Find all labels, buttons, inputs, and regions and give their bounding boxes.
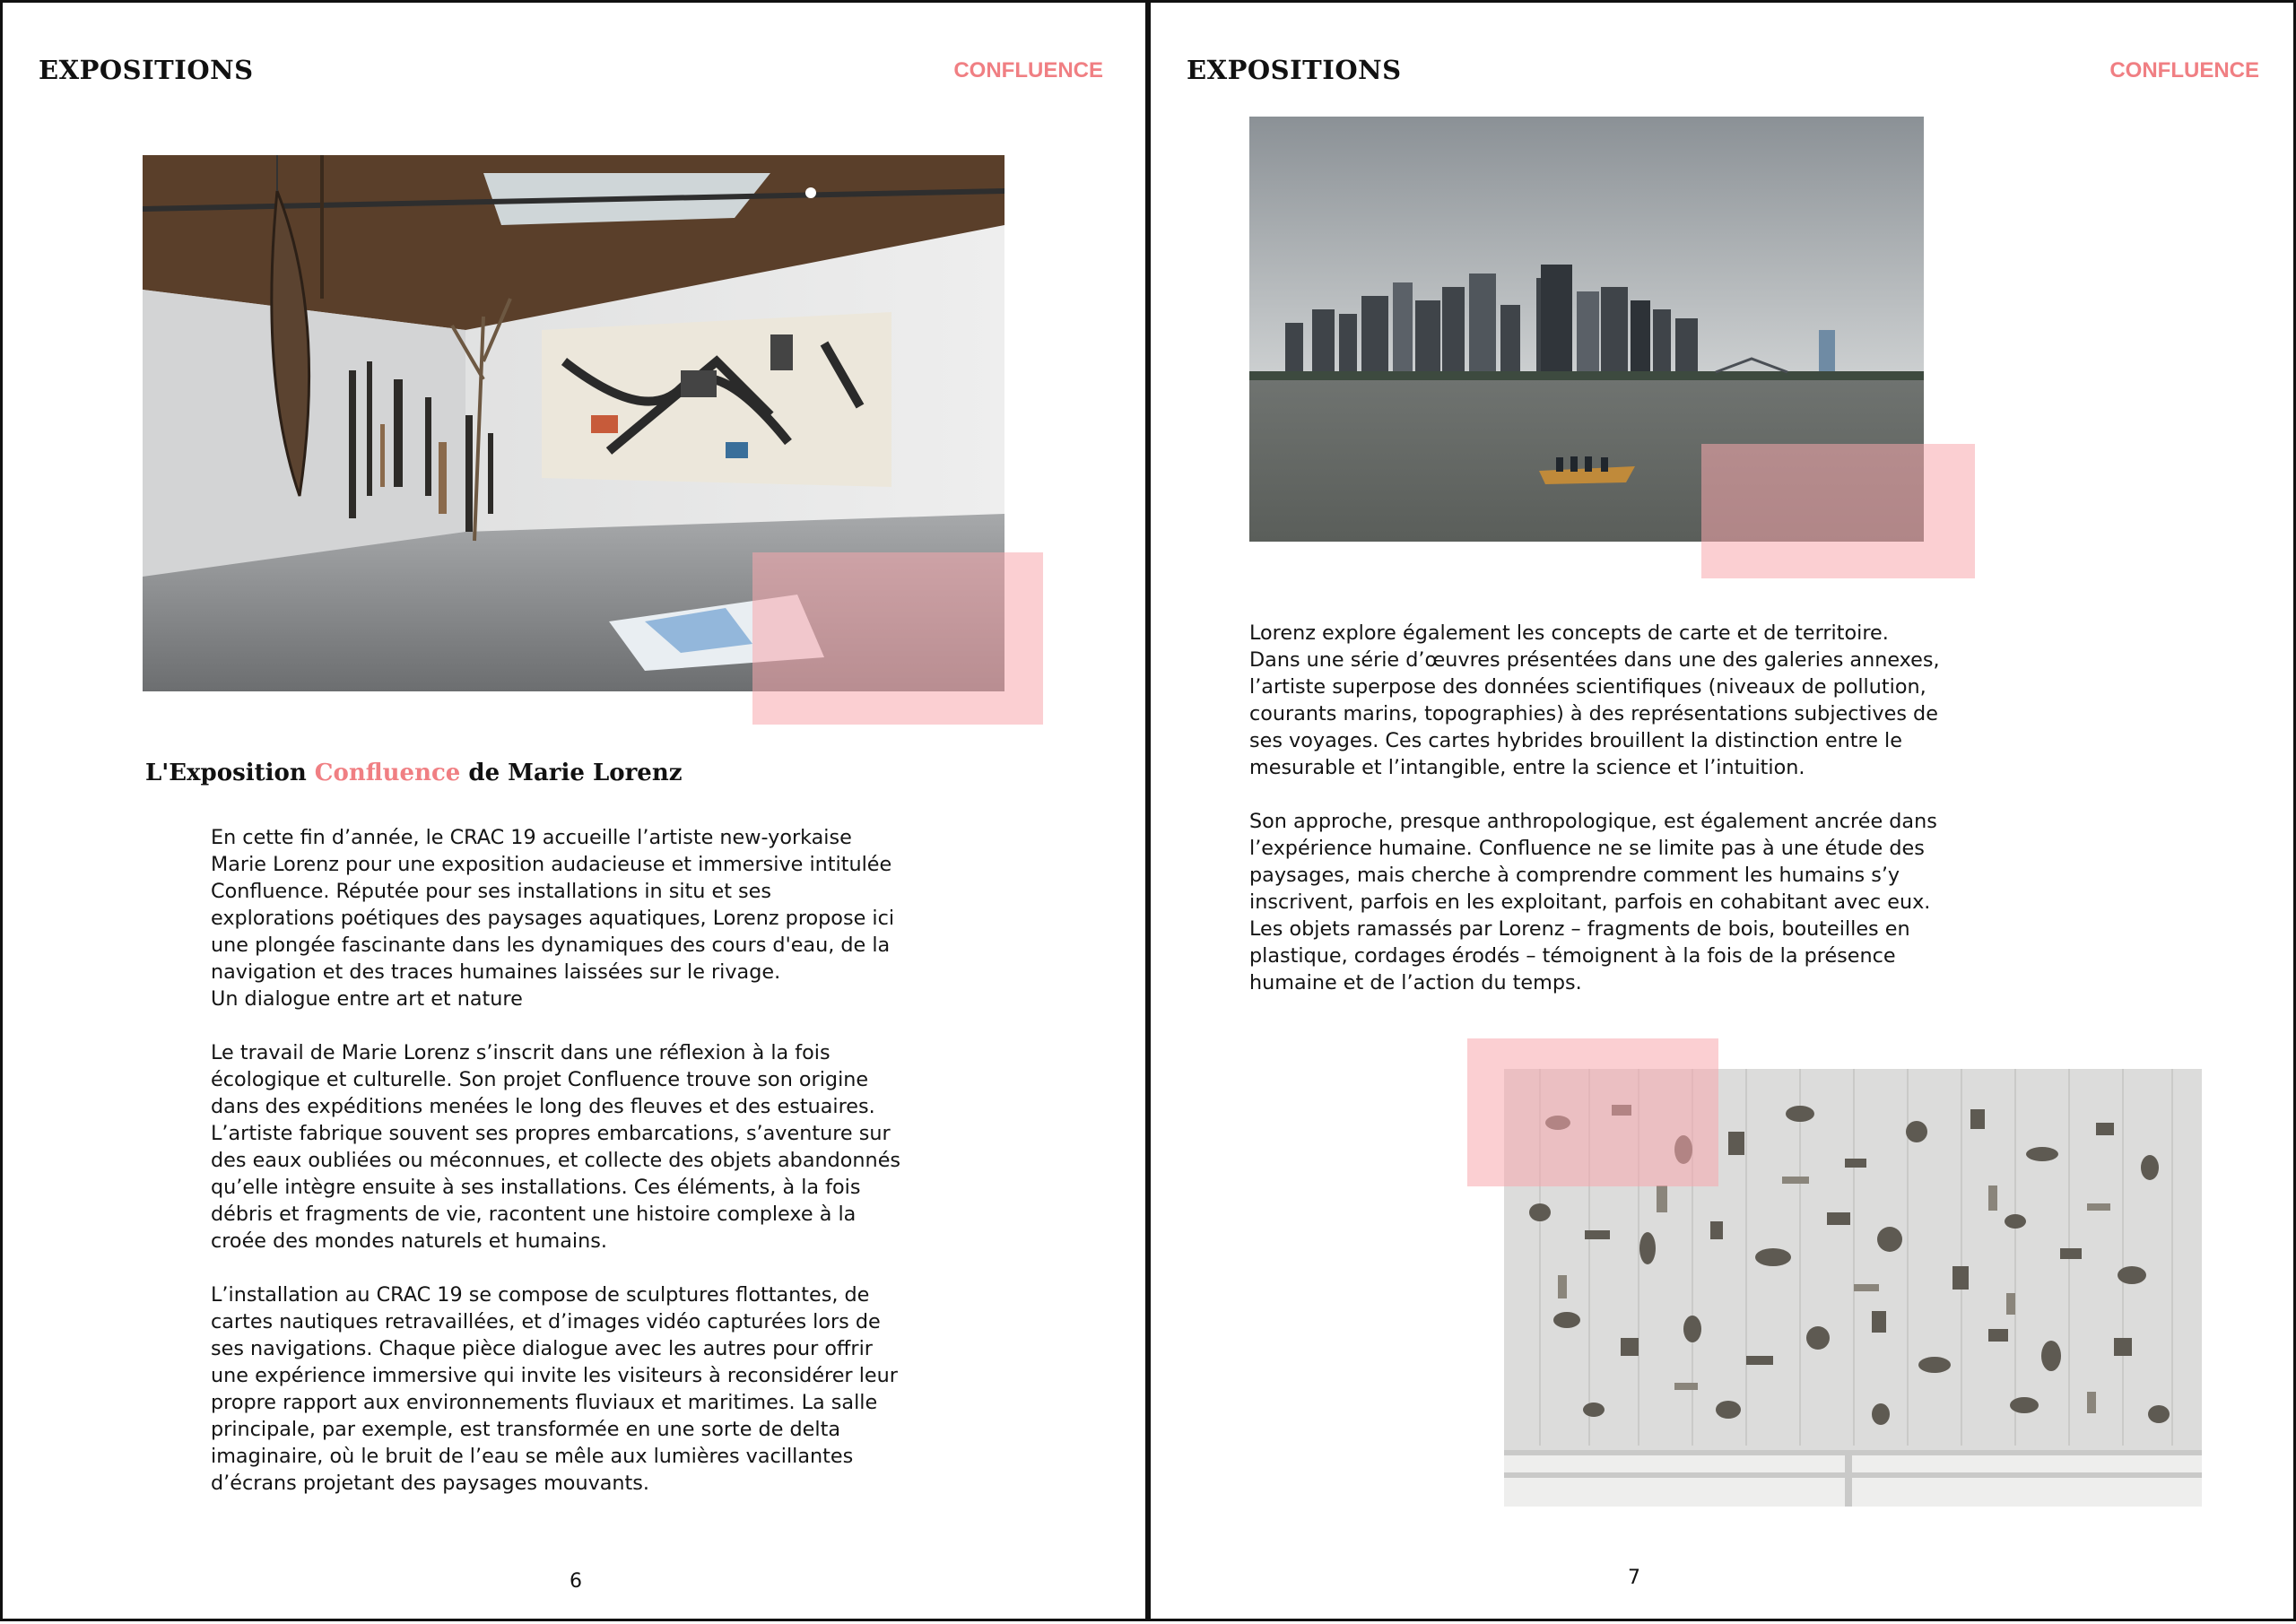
article-body [211,824,964,1524]
paragraph: Son approche, presque anthropologique, est également ancrée dans l’expérience humaine. Confluence ne se limite pas à une étude des paysages, mais cherche à comprendre comment les humains s’y inscrivent, parfois en les exploitant, parfois en cohabitant avec eux. Les objets ramassés par Lorenz – fragments de bois, bouteilles en plastique, cordages érodés – témoignent à la fois de la présence humaine et de l’action du temps. [1249,810,1937,994]
article-heading [145,760,683,786]
heading-text-start: L'Exposition [145,760,315,786]
magazine-label: CONFLUENCE [2109,58,2259,83]
paragraph: Le travail de Marie Lorenz s’inscrit dans une réflexion à la fois écologique et culturelle. Son projet Confluence trouve son origine dans des expéditions menées le long des fleuves et des estuaires. L’artiste fabrique souvent ses propres embarcations, s’aventure sur des eaux oubliées ou méconnues, et collecte des objets abandonnés qu’elle intègre ensuite à ses installations. Ces éléments, à la fois débris et fragments de vie, racontent une histoire complexe à la croée des mondes naturels et humains. [211,1041,901,1253]
paragraph: L’installation au CRAC 19 se compose de sculptures flottantes, de cartes nautiques retravaillées, et d’images vidéo capturées lors de ses navigations. Chaque pièce dialogue avec les autres pour offrir une expérience immersive qui invite les visiteurs à reconsidérer leur propre rapport aux environnements fluviaux et maritimes. La salle principale, par exemple, est transformée en une sorte de delta imaginaire, où le bruit de l’eau se mêle aux lumières vacillantes d’écrans projetant des paysages mouvants. [211,1283,898,1495]
article-body [1249,620,1994,1023]
section-label: EXPOSITIONS [1187,55,1402,85]
page-right [1148,0,2296,1621]
magazine-label: CONFLUENCE [953,58,1103,83]
page-number: 7 [1628,1567,1640,1589]
paragraph: En cette fin d’année, le CRAC 19 accueille l’artiste new-yorkaise Marie Lorenz pour une exposition audacieuse et immersive intitulée Confluence. Réputée pour ses installations in situ et ses explorations poétiques des paysages aquatiques, Lorenz propose ici une plongée fascinante dans les dynamiques des cours d'eau, de la navigation et des traces humaines laissées sur le rivage. Un dialogue entre art et nature [211,826,895,1011]
heading-highlight: Confluence [314,760,461,786]
pink-accent-block [752,552,1043,725]
pink-accent-block [1467,1038,1718,1186]
section-label: EXPOSITIONS [39,55,254,85]
paragraph: Lorenz explore également les concepts de carte et de territoire. Dans une série d’œuvres présentées dans une des galeries annexes, l’artiste superpose des données scientifiques (niveaux de pollution, courants marins, topographies) à des représentations subjectives de ses voyages. Ces cartes hybrides brouillent la distinction entre le mesurable et l’intangible, entre la science et l’intuition. [1249,621,1940,779]
pink-accent-block [1701,444,1975,578]
page-number: 6 [570,1570,582,1593]
page-left [0,0,1148,1621]
heading-text-end: de Marie Lorenz [460,760,683,786]
